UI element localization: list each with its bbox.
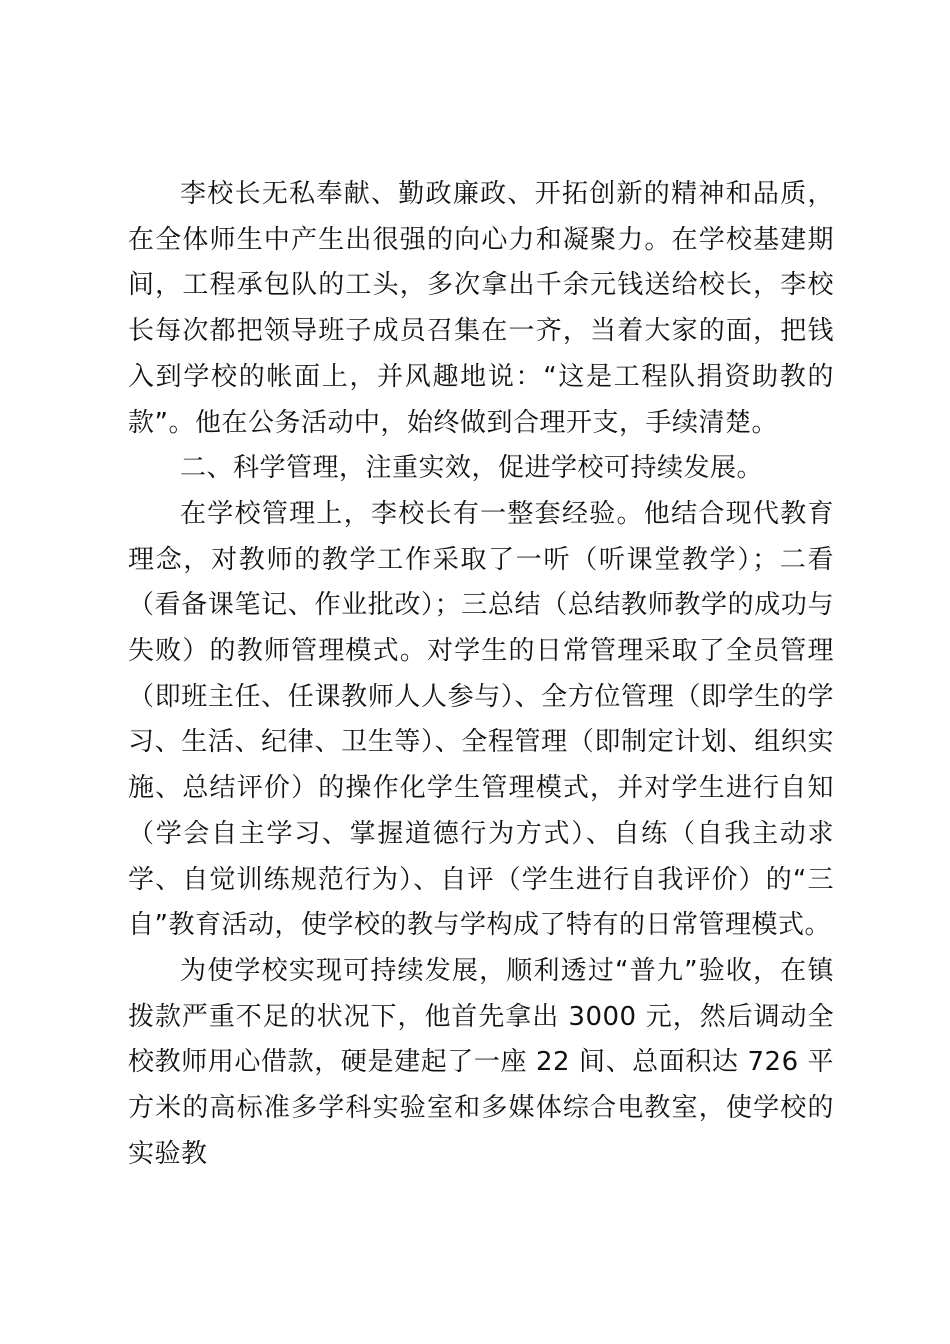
document-body [128, 172, 834, 1177]
paragraph-integrity: 李校长无私奉献、勤政廉政、开拓创新的精神和品质，在全体师生中产生出很强的向心力和凝聚力。在学校基建期间，工程承包队的工头，多次拿出千余元钱送给校长，李校长每次都把领导班子成员召集在一齐，当着大家的面，把钱入到学校的帐面上，并风趣地说：“这是工程队捐资助教的款”。他在公务活动中，始终做到合理开支，手续清楚。 [128, 179, 834, 438]
section-heading-scientific-management: 二、科学管理，注重实效，促进学校可持续发展。 [180, 453, 764, 484]
paragraph-management-model: 在学校管理上，李校长有一整套经验。他结合现代教育理念，对教师的教学工作采取了一听（听课堂教学）；二看（看备课笔记、作业批改）；三总结（总结教师教学的成功与失败）的教师管理模式。对学生的日常管理采取了全员管理（即班主任、任课教师人人参与）、全方位管理（即学生的学习、生活、纪律、卫生等）、全程管理（即制定计划、组织实施、总结评价）的操作化学生管理模式，并对学生进行自知（学会自主学习、掌握道德行为方式）、自练（自我主动求学、自觉训练规范行为）、自评（学生进行自我评价）的“三自”教育活动，使学校的教与学构成了特有的日常管理模式。 [128, 498, 834, 941]
paragraph-sustainable-development: 为使学校实现可持续发展，顺利透过“普九”验收，在镇拨款严重不足的状况下，他首先拿出 3000 元，然后调动全校教师用心借款，硬是建起了一座 22 间、总面积达 726 平方米的高标准多学科实验室和多媒体综合电教室，使学校的实验教 [128, 955, 834, 1169]
